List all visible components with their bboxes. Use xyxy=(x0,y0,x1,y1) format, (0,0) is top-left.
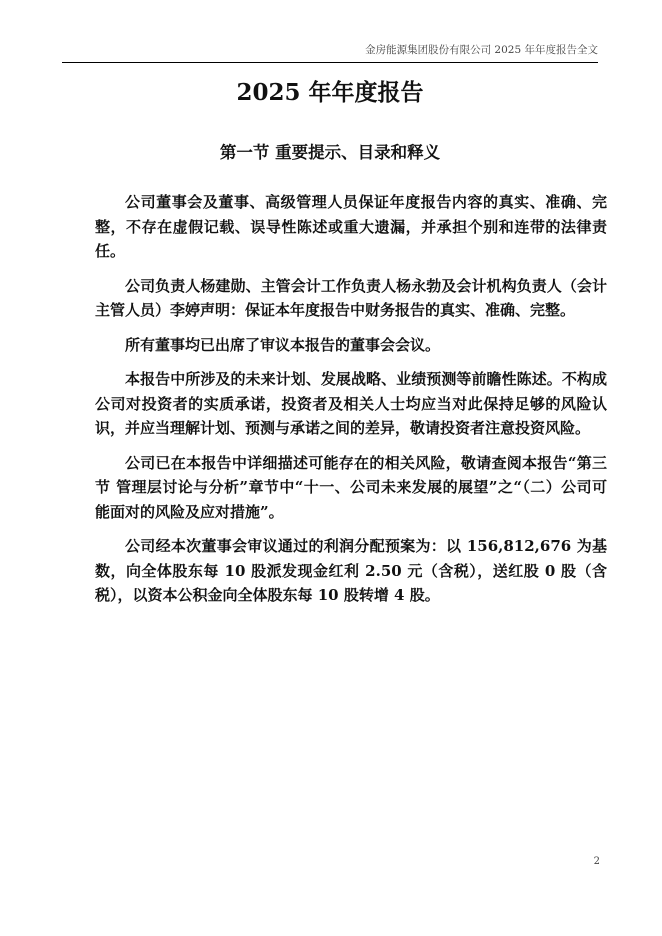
running-header: 金房能源集团股份有限公司 2025 年年度报告全文 xyxy=(365,44,598,56)
section-title: 第一节 重要提示、目录和释义 xyxy=(219,143,441,162)
page-number: 2 xyxy=(593,856,600,867)
report-title: 2025 年年度报告 xyxy=(236,79,424,106)
paragraph-profit-distribution: 公司经本次董事会审议通过的利润分配预案为：以 156,812,676 为基数，向全体股东每 10 股派发现金红利 2.50 元（含税），送红股 0 股（含税），以资本公积金向全体股东每 10 股转增 4 股。 xyxy=(95,537,607,604)
important-notice-body xyxy=(95,190,607,618)
paragraph-board-guarantee: 公司董事会及董事、高级管理人员保证年度报告内容的真实、准确、完整，不存在虚假记载、误导性陈述或重大遗漏，并承担个别和连带的法律责任。 xyxy=(95,193,607,260)
paragraph-risk-notice: 公司已在本报告中详细描述可能存在的相关风险，敬请查阅本报告“第三节 管理层讨论与分析”章节中“十一、公司未来发展的展望”之“（二）公司可能面对的风险及应对措施”。 xyxy=(95,453,607,521)
header-divider xyxy=(62,62,598,63)
paragraph-forward-looking: 本报告中所涉及的未来计划、发展战略、业绩预测等前瞻性陈述。不构成公司对投资者的实质承诺，投资者及相关人士均应当对此保持足够的风险认识，并应当理解计划、预测与承诺之间的差异，敬请投资者注意投资风险。 xyxy=(95,370,607,437)
paragraph-directors-attendance: 所有董事均已出席了审议本报告的董事会会议。 xyxy=(125,335,441,354)
paragraph-responsible-persons: 公司负责人杨建勋、主管会计工作负责人杨永勃及会计机构负责人（会计主管人员）李婷声明：保证本年度报告中财务报告的真实、准确、完整。 xyxy=(95,276,607,319)
